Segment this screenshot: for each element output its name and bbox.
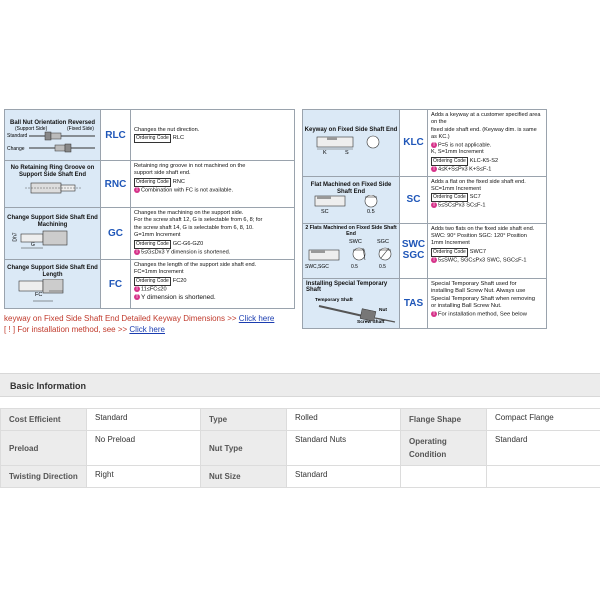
fig-label: Temporary Shaft [315,298,353,304]
desc-line: installing Ball Screw Nut. Always use [431,288,526,295]
option-description [131,110,295,161]
spec-label: Operating Condition [401,431,487,466]
spec-label: Nut Type [201,431,287,466]
option-note: 11≤FC≤20 [141,286,167,293]
fig-label: Change [7,146,25,153]
fig-label: Screw Shaft [357,320,385,326]
shaft-end-drawing [5,178,101,200]
option-note: Combination with FC is not available. [141,187,234,194]
keyway-note [4,313,594,324]
option-description [428,110,547,177]
option-row-rlc [5,110,295,161]
spec-label-empty [401,466,487,488]
desc-line: or installing Ball Screw Nut. [431,303,502,310]
note-icon: T [135,293,139,300]
ordering-code-label: Ordering Code [136,240,169,247]
figure-cell [303,223,400,278]
left-options-table [4,109,295,309]
option-title: Installing Special Temporary Shaft [306,280,388,294]
fig-label: SWC [349,238,362,245]
spec-label: Cost Efficient [1,409,87,431]
desc-line: Adds a keyway at a customer specified area on the [431,112,541,126]
desc-line: For the screw shaft 12, G is selectable from 6, 8; for [134,217,263,224]
option-title: Flat Machined on Fixed Side [310,181,392,188]
option-row-fc [5,260,295,309]
note-icon: T [135,186,139,193]
ordering-code-value: RLC [172,135,184,142]
option-code-swc: SWC [401,239,426,251]
ordering-code-label: Ordering Code [433,194,466,201]
option-title: Support Side Shaft End [19,171,86,178]
option-code-sgc: SGC [402,249,425,261]
option-title: Keyway on Fixed Side Shaft End [304,127,398,134]
ordering-code-value: RNC [172,178,185,185]
desc-line: FC=1mm Increment [134,269,184,276]
desc-line: P=5 is not applicable. [438,141,492,148]
option-description [131,208,295,260]
spec-value-empty [487,466,600,488]
option-title: Machining [37,221,68,228]
desc-line: 1mm Increment [431,240,470,247]
installation-note-text: [ ! ] For installation method, see >> [4,325,130,334]
ordering-code-value: GC-G6-GZ0 [172,240,204,247]
spec-value: Compact Flange [487,409,600,431]
option-note: 5≤SWC, SGC≤Px3 SWC, SGC≤F-1 [438,257,527,264]
ordering-code-label: Ordering Code [433,157,466,164]
spec-row [1,409,600,431]
note-icon: T [432,202,436,209]
spec-value: No Preload [87,431,201,466]
ordering-code-label: Ordering Code [136,277,169,284]
keyway-note-text: keyway on Fixed Side Shaft End Detailed Keyway Dimensions >> [4,314,239,323]
option-title: 2 Flats Machined on Fixed Side Shaft End [305,224,397,237]
option-code: KLC [400,110,428,177]
fig-label: FC [35,291,43,298]
spec-value: Right [87,466,201,488]
ordering-code-label: Ordering Code [136,135,169,142]
desc-line: SC=1mm Increment [431,185,481,192]
spec-label: Nut Size [201,466,287,488]
option-title: Shaft End [337,188,365,195]
fig-label: (Fixed Side) [67,126,94,133]
desc-line: Changes the length of the support side shaft end. [134,262,257,268]
ordering-code-value: KLC-K5-S2 [469,157,499,164]
desc-line: SWC: 90° Position SGC: 120° Position [431,232,527,239]
right-options-table [302,109,547,329]
spec-value: Rolled [287,409,401,431]
spec-value: Standard [487,431,600,466]
option-note: For installation method, See below [438,311,527,318]
option-title: Change Support Side Shaft End [7,214,98,221]
ordering-code-value: SWC7 [469,248,486,255]
option-code: RNC [101,161,131,208]
fig-label: (Support Side) [15,126,48,133]
option-title: Ball Nut Orientation Reversed [9,119,96,126]
ordering-code-value: FC20 [172,277,187,284]
option-row-sc [303,176,547,223]
desc-line: fixed side shaft end. (Keyway dim. is same as KC.) [431,126,537,141]
desc-line: G=1mm Increment [134,232,181,239]
option-title: Change Support Side Shaft End Length [7,265,98,278]
option-description [428,223,547,278]
note-icon: T [432,165,436,172]
ordering-code-label: Ordering Code [136,178,169,185]
option-note: 5≤G≤Dx3 Y dimension is shortened. [141,248,231,255]
spec-row [1,431,600,466]
keyway-drawing [303,134,400,160]
fig-label: 0.5 [367,209,375,216]
spec-label: Flange Shape [401,409,487,431]
option-code: GC [101,208,131,260]
installation-note [4,324,594,335]
fig-label: S [345,150,349,157]
spec-value: Standard Nuts [287,431,401,466]
installation-method-link[interactable]: Click here [129,325,165,334]
fig-label: SWC,SGC [305,263,329,270]
desc-line: K, S=1mm Increment [431,149,484,156]
fig-label: Dh7 [12,232,19,242]
fig-label: 0.5 [379,263,386,270]
length-drawing [5,279,101,307]
option-code: TAS [400,278,428,329]
fig-label: SGC [377,238,389,245]
note-icon: T [135,248,139,255]
basic-information-header: Basic Information [0,373,600,397]
figure-cell [303,176,400,223]
option-code: RLC [101,110,131,161]
figure-cell [5,208,101,260]
note-icon: T [135,285,139,292]
note-icon: T [432,256,436,263]
figure-cell [303,110,400,177]
desc-line: Retaining ring groove in not machined on the [134,163,246,169]
spec-value: Standard [287,466,401,488]
fig-label: G [31,242,35,249]
fig-label: Standard [7,133,28,140]
two-flats-drawing [303,238,400,278]
option-code [400,223,428,278]
desc-line: the screw shaft 14, G is selectable from 6, 8, 10. [134,224,254,231]
fig-label: 0.5 [351,263,358,270]
desc-line: Changes the machining on the support side. [134,210,244,216]
note-icon: T [432,141,436,148]
fig-label: Nut [379,308,387,314]
option-note: 5≤SC≤Px3 SC≤F-1 [438,202,486,209]
desc-line: Adds two flats on the fixed side shaft end. [431,225,535,232]
spec-label: Preload [1,431,87,466]
option-code: FC [101,260,131,309]
option-note: Y dimension is shortened. [141,293,216,301]
desc-line: support side shaft end. [134,170,191,177]
figure-cell [5,161,101,208]
option-note: 4≤K+S≤Px3 K+S≤F-1 [438,166,492,173]
spec-label: Type [201,409,287,431]
option-description [428,176,547,223]
desc-line: Special Temporary Shaft used for [431,280,517,287]
option-description [131,161,295,208]
basic-information-table [0,408,600,488]
desc-line: Adds a flat on the fixed side shaft end. [431,178,526,185]
ordering-code-value: SC7 [469,194,481,201]
option-row-klc [303,110,547,177]
option-description [131,260,295,309]
ordering-code-label: Ordering Code [433,248,466,255]
figure-cell [5,260,101,309]
option-row-swc-sgc [303,223,547,278]
machining-drawing [5,228,101,254]
desc-line: Special Temporary Shaft when removing [431,295,535,302]
figure-cell [5,110,101,161]
keyway-dimensions-link[interactable]: Click here [238,314,275,323]
spec-value: Standard [87,409,201,431]
fig-label: SC [321,209,329,216]
spec-label: Twisting Direction [1,466,87,488]
desc-line: Changes the nut direction. [134,126,200,133]
note-icon: T [432,311,436,318]
option-row-rnc [5,161,295,208]
fig-label: K [323,150,327,157]
option-code: SC [400,176,428,223]
option-title: No Retaining Ring Groove on [10,164,95,171]
option-row-gc [5,208,295,260]
flat-drawing [303,195,400,219]
spec-row [1,466,600,488]
ball-screw-drawing [5,126,101,154]
notes-section [4,313,594,335]
